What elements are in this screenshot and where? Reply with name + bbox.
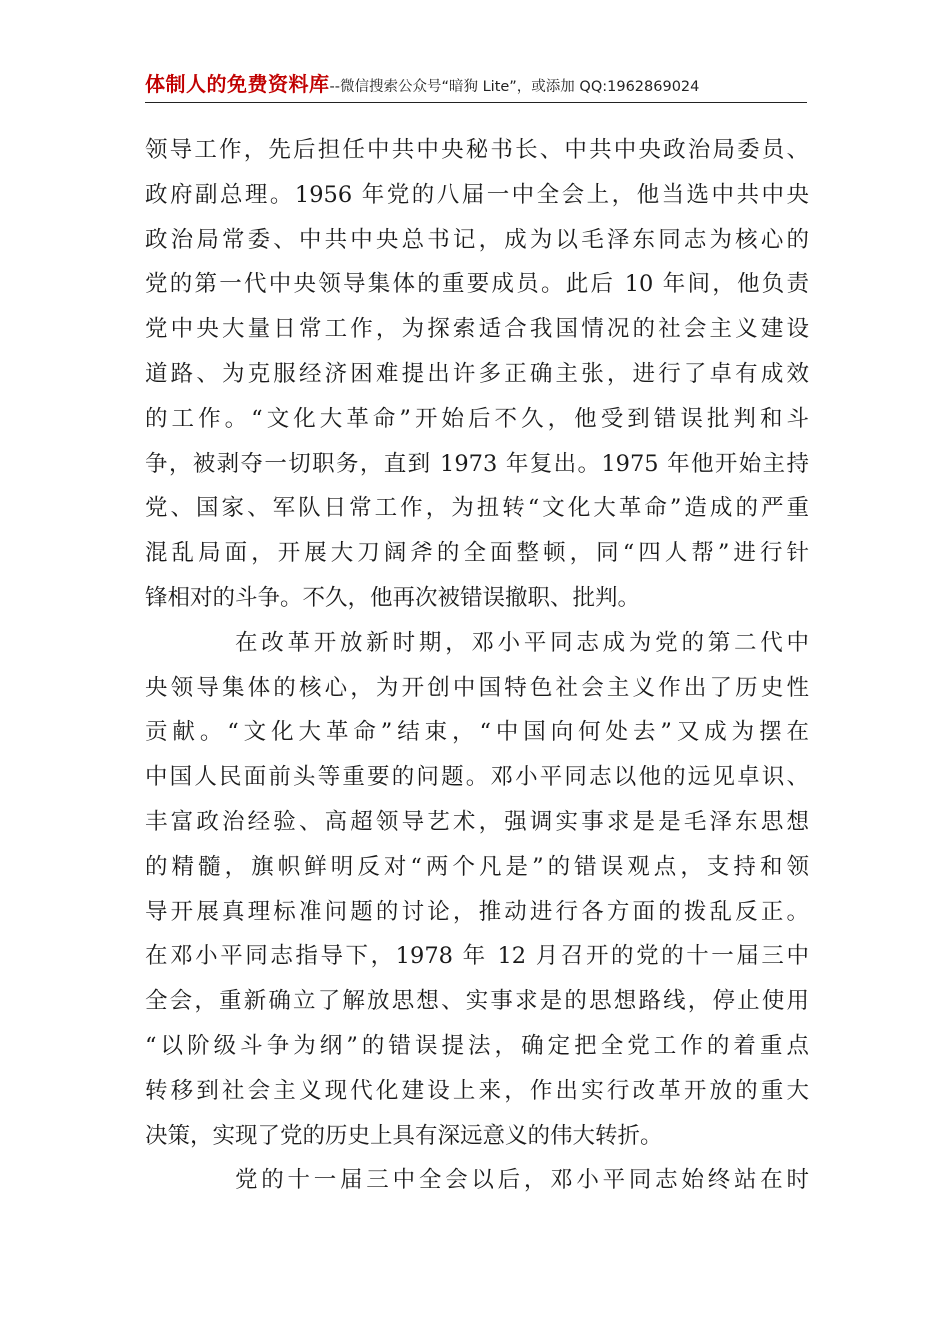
- paragraph-first-line: 党的十一届三中全会以后，邓小平同志始终站在时: [235, 1167, 809, 1194]
- text-line: 混乱局面，开展大刀阔斧的全面整顿，同“四人帮”进行针: [145, 540, 809, 567]
- text-line: 转移到社会主义现代化建设上来，作出实行改革开放的重大: [145, 1077, 809, 1104]
- text-line: 领导工作，先后担任中共中央秘书长、中共中央政治局委员、: [145, 137, 809, 163]
- text-line: 在邓小平同志指导下，1978 年 12 月召开的党的十一届三中: [145, 943, 809, 970]
- text-line: 丰富政治经验、高超领导艺术，强调实事求是是毛泽东思想: [145, 808, 809, 835]
- text-line: 央领导集体的核心，为开创中国特色社会主义作出了历史性: [145, 674, 809, 701]
- text-line: 中国人民面前头等重要的问题。邓小平同志以他的远见卓识、: [145, 764, 809, 791]
- page-header: [145, 68, 807, 103]
- text-line: 党中央大量日常工作，为探索适合我国情况的社会主义建设: [145, 316, 809, 343]
- text-line: 政府副总理。1956 年党的八届一中全会上，他当选中共中央: [145, 181, 809, 208]
- text-line: 党的第一代中央领导集体的重要成员。此后 10 年间，他负责: [145, 271, 809, 298]
- text-line: “以阶级斗争为纲”的错误提法，确定把全党工作的着重点: [145, 1032, 809, 1059]
- text-line: 争，被剥夺一切职务，直到 1973 年复出。1975 年他开始主持: [145, 450, 809, 477]
- text-line: 政治局常委、中共中央总书记，成为以毛泽东同志为核心的: [145, 226, 809, 253]
- document-body: [145, 128, 809, 1203]
- text-line: 的精髓，旗帜鲜明反对“两个凡是”的错误观点，支持和领: [145, 853, 809, 880]
- text-line: 贡献。“文化大革命”结束，“中国向何处去”又成为摆在: [145, 719, 809, 746]
- text-line: 道路、为克服经济困难提出许多正确主张，进行了卓有成效: [145, 360, 809, 387]
- header-note: --微信搜索公众号“暗狗 Lite”，或添加 QQ:1962869024: [329, 79, 700, 95]
- text-line: 锋相对的斗争。不久，他再次被错误撤职、批判。: [145, 584, 641, 611]
- paragraph-first-line: 在改革开放新时期，邓小平同志成为党的第二代中: [235, 629, 809, 656]
- text-line: 决策，实现了党的历史上具有深远意义的伟大转折。: [145, 1122, 663, 1149]
- header-brand: 体制人的免费资料库: [145, 72, 330, 96]
- text-line: 导开展真理标准问题的讨论，推动进行各方面的拨乱反正。: [145, 898, 809, 925]
- text-line: 党、国家、军队日常工作，为扭转“文化大革命”造成的严重: [145, 495, 809, 522]
- text-line: 的工作。“文化大革命”开始后不久，他受到错误批判和斗: [145, 405, 809, 432]
- text-line: 全会，重新确立了解放思想、实事求是的思想路线，停止使用: [145, 988, 809, 1015]
